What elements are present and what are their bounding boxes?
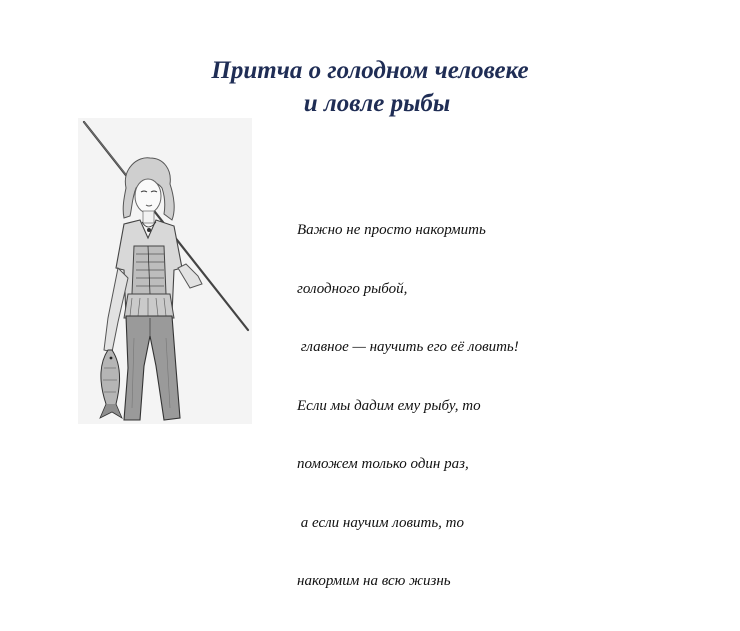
title-line-2: и ловле рыбы [303, 90, 451, 117]
slide-title [0, 54, 740, 120]
body-line-7: накормим на всю жизнь [297, 573, 451, 589]
body-line-3: главное — научить его её ловить! [297, 339, 519, 355]
body-line-2: голодного рыбой, [297, 280, 408, 297]
parable-text [297, 182, 657, 631]
title-line-1: Притча о голодном человеке [211, 57, 529, 84]
fisherwoman-illustration [78, 118, 252, 424]
body-line-5: поможем только один раз, [297, 456, 469, 472]
body-line-1: Важно не просто накормить [297, 222, 486, 238]
body-line-4: Если мы дадим ему рыбу, то [297, 397, 481, 414]
body-line-6: а если научим ловить, то [297, 514, 465, 531]
fisherwoman-sketch-icon [78, 118, 252, 424]
